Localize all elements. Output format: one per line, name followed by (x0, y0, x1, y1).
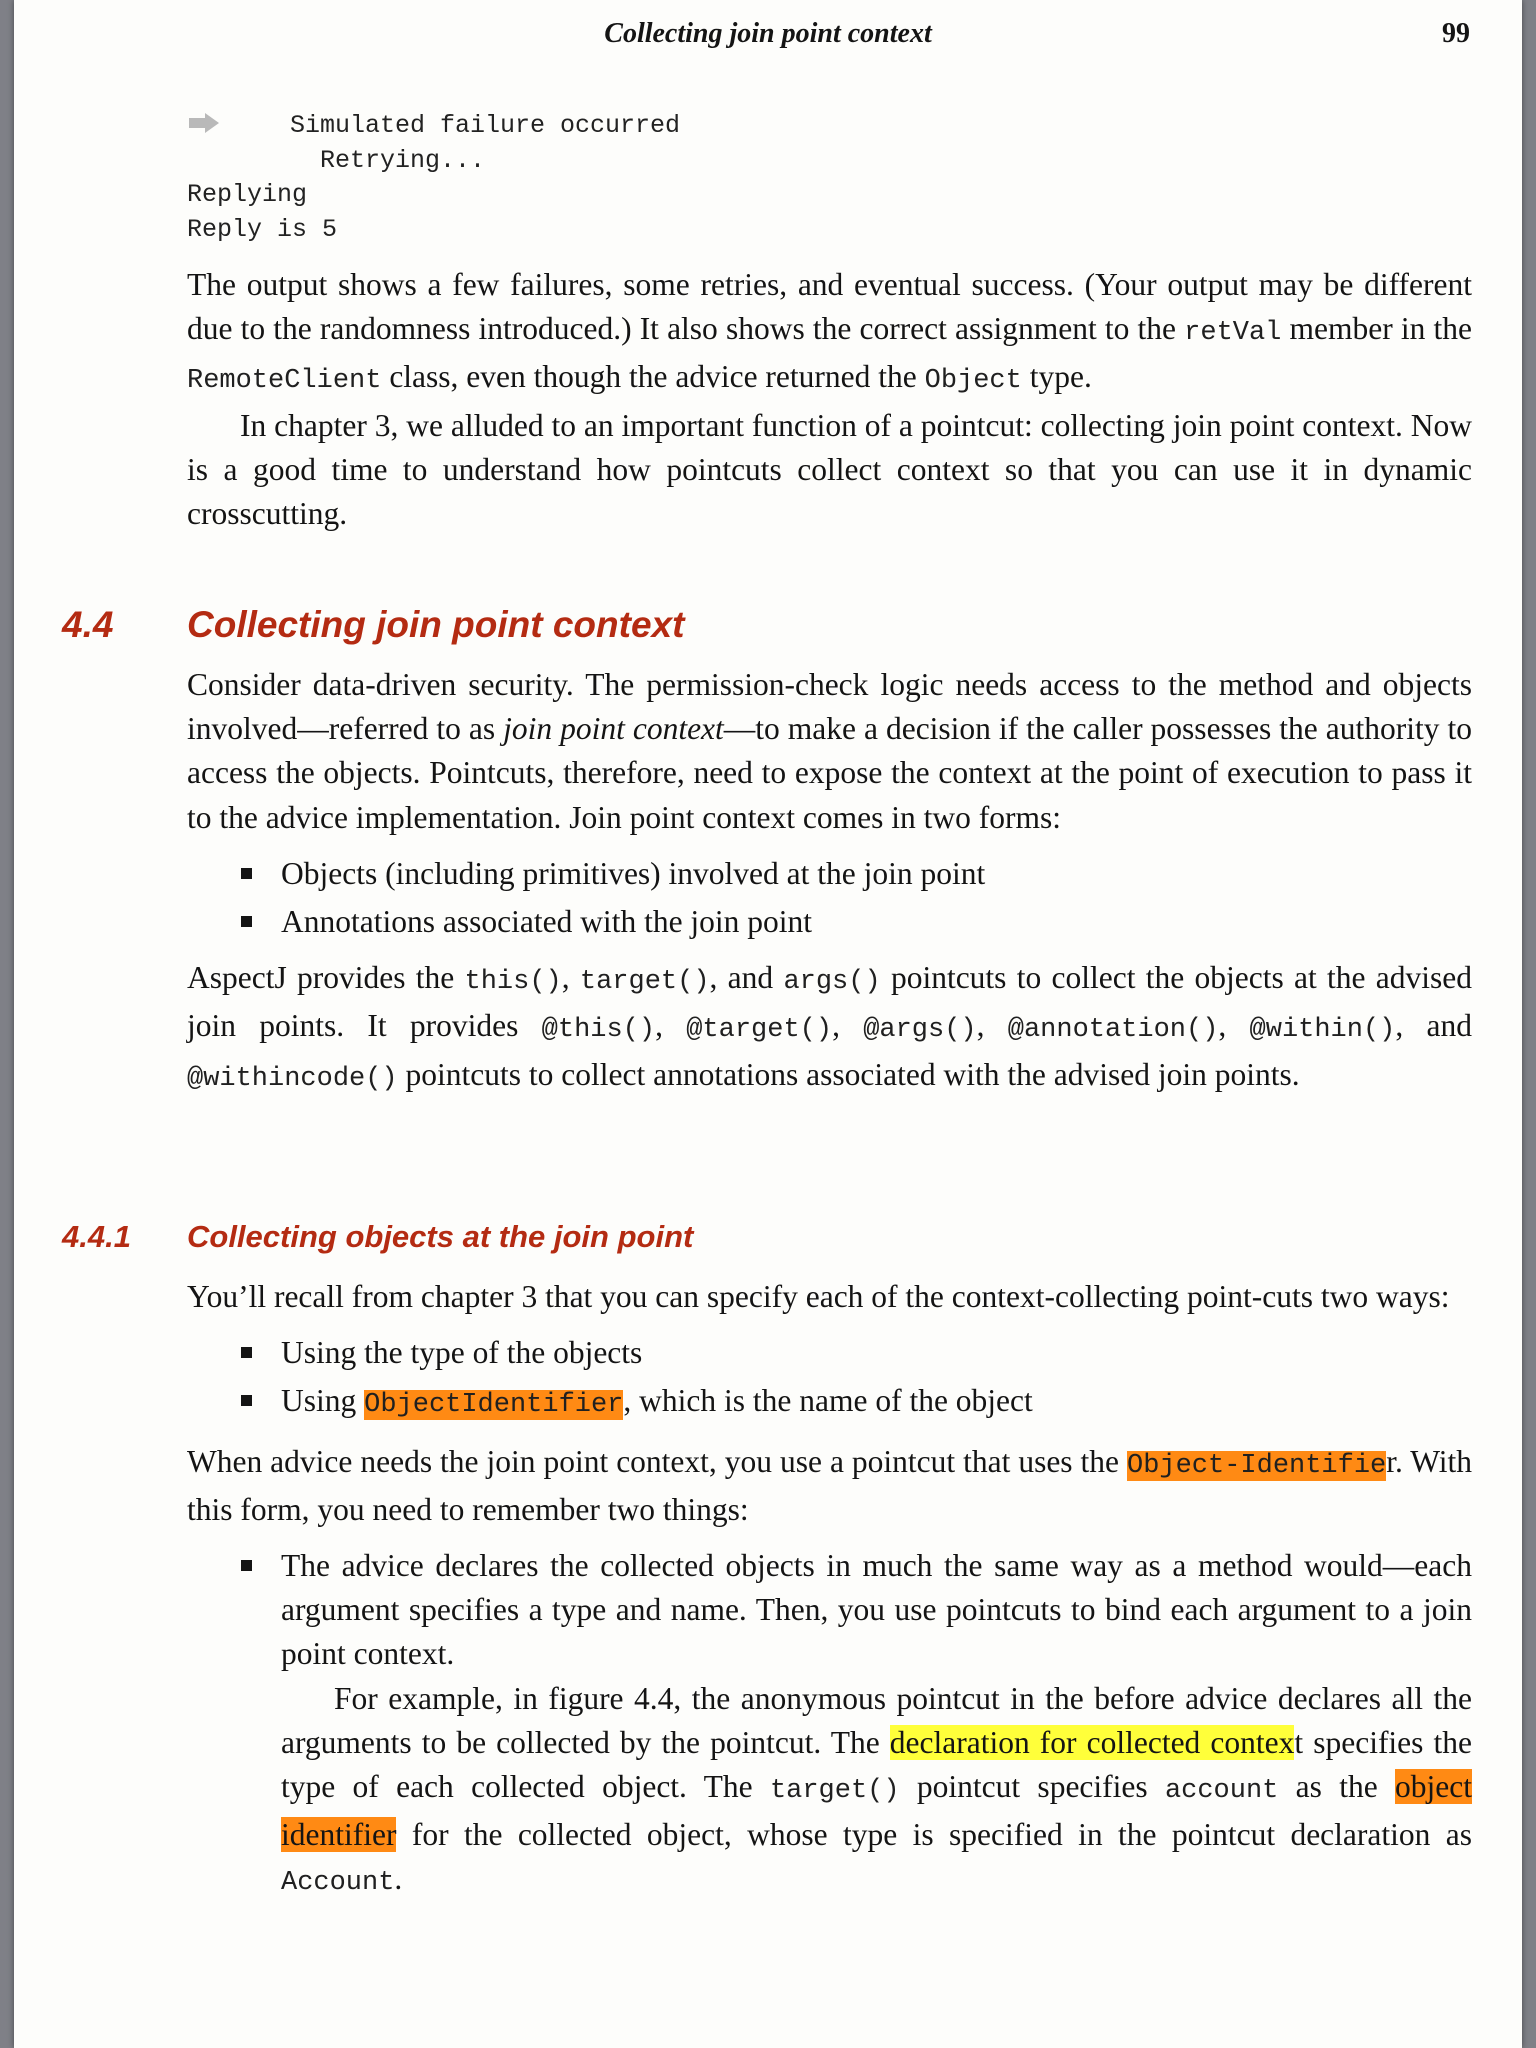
section-heading-4-4 (62, 604, 685, 646)
bullet-icon (241, 868, 252, 879)
page-number: 99 (1442, 18, 1470, 49)
list-item-paragraph: The advice declares the collected objects in much the same way as a method would—each argument specifies a type and name. Then, you use pointcuts to bind each argument to a join point context. (281, 1548, 1472, 1672)
section-4-4-1-body (187, 1275, 1472, 1906)
list-item: Annotations associated with the join point (187, 900, 1472, 944)
section-4-4-1-paragraph-2: When advice needs the join point context, you use a pointcut that uses the Object-Identifier. With this form, you need to remember two things: (187, 1443, 1473, 1527)
output-line: Retrying... (290, 145, 486, 175)
section-title: Collecting objects at the join point (187, 1219, 694, 1254)
program-output (187, 109, 887, 247)
book-page (14, 0, 1522, 2048)
section-heading-4-4-1 (62, 1219, 694, 1255)
highlight-orange: object identifier (281, 1769, 1472, 1853)
section-number: 4.4.1 (62, 1219, 131, 1254)
output-line: Reply is 5 (187, 214, 338, 244)
section-4-4-1-paragraph-1: You’ll recall from chapter 3 that you can specify each of the context-collecting point-cuts two ways: (187, 1279, 1450, 1314)
bullet-icon (241, 916, 252, 927)
highlight-orange: ObjectIdentifier (364, 1390, 624, 1421)
highlight-orange: Object-Identifie (1127, 1450, 1387, 1481)
section-4-4-paragraph-1: Consider data-driven security. The permission-check logic needs access to the method and objects involved—referred to as join point context—to make a decision if the caller possesses the authority to access the objects. Pointcuts, therefore, need to expose the context at the point of execution to pass it to the advice implementation. Join point context comes in two forms: (187, 667, 1472, 835)
bullet-icon (241, 1395, 252, 1406)
context-forms-list (187, 852, 1472, 944)
intro-paragraph-1: The output shows a few failures, some retries, and eventual success. (Your output may be different due to the randomness introduced.) It also shows the correct assignment to the retVal member in the RemoteClient class, even though the advice returned the Object type. (187, 267, 1472, 397)
list-item: Objects (including primitives) involved at the join point (187, 852, 1472, 896)
list-item: Using the type of the objects (187, 1331, 1472, 1375)
section-number: 4.4 (62, 604, 114, 645)
section-title: Collecting join point context (187, 604, 685, 645)
intro-text (187, 263, 1472, 536)
section-4-4-body (187, 663, 1472, 1101)
two-things-list (187, 1544, 1472, 1906)
running-head-title: Collecting join point context (604, 18, 932, 49)
list-item (187, 1544, 1472, 1906)
intro-paragraph-2: In chapter 3, we alluded to an important function of a pointcut: collecting join point context. Now is a good time to understand how pointcuts collect context so that you can use it in dynamic crosscutting. (187, 407, 1472, 532)
list-item: Using ObjectIdentifier, which is the name of the object (187, 1379, 1472, 1427)
bullet-icon (241, 1347, 252, 1358)
section-4-4-paragraph-2: AspectJ provides the this(), target(), and args() pointcuts to collect the objects at the advised join points. It provides @this(), @target(), @args(), @annotation(), @within(), and @withincode() pointcuts to collect annotations associated with the advised join points. (187, 960, 1472, 1094)
highlight-yellow: declaration for collected contex (889, 1724, 1295, 1760)
bullet-icon (241, 1560, 252, 1571)
output-line: Replying (187, 180, 308, 209)
list-item-paragraph: For example, in figure 4.4, the anonymous pointcut in the before advice declares all the arguments to be collected by the pointcut. The declaration for collected context specifies the type of each collected object. The target() pointcut specifies account as the object identifier for the collected object, whose type is specified in the pointcut declaration as Account. (281, 1680, 1472, 1899)
ways-list (187, 1331, 1472, 1427)
output-line: Simulated failure occurred (290, 111, 681, 140)
